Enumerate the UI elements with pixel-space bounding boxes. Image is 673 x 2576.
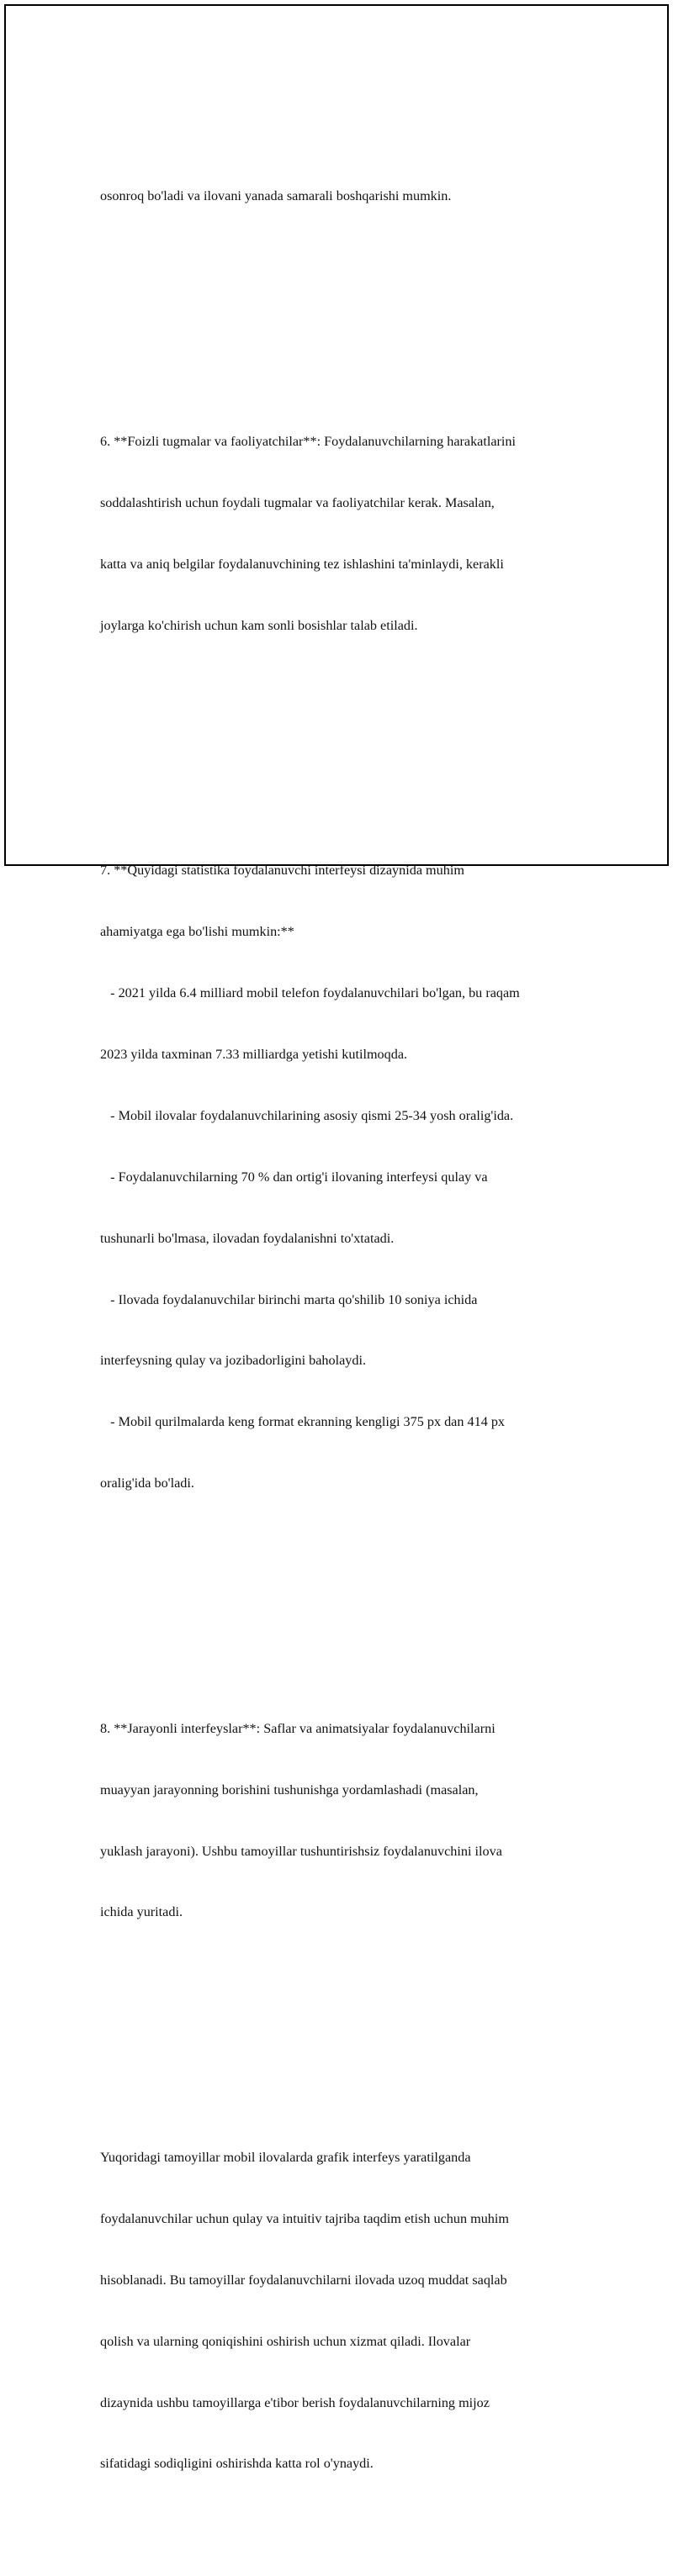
intro-paragraph [100, 145, 588, 247]
text-line: muayyan jarayonning borishini tushunishga yordamlashadi (masalan, [100, 1782, 479, 1797]
text-line: ichida yuritadi. [100, 1904, 183, 1920]
list-item: - Foydalanuvchilarning 70 % dan ortig'i ilovaning interfeysi qulay va [100, 1169, 488, 1185]
text-line: soddalashtirish uchun foydali tugmalar va faoliyatchilar kerak. Masalan, [100, 494, 495, 510]
paragraph-gap [100, 2024, 588, 2045]
text-line: hisoblanadi. Bu tamoyillar foydalanuvchilarni ilovada uzoq muddat saqlab [100, 2272, 507, 2288]
paragraph-gap [100, 309, 588, 329]
text-line: yuklash jarayoni). Ushbu tamoyillar tushuntirishsiz foydalanuvchini ilova [100, 1843, 502, 1859]
text-line: osonroq bo'ladi va ilovani yanada samarali boshqarishi mumkin. [100, 188, 452, 204]
text-line: 8. **Jarayonli interfeyslar**: Saflar va animatsiyalar foydalanuvchilarni [100, 1720, 495, 1736]
item-6-paragraph [100, 390, 588, 676]
text-line: foydalanuvchilar uchun qulay va intuitiv tajriba taqdim etish uchun muhim [100, 2210, 509, 2226]
paragraph-gap [100, 1596, 588, 1616]
text-line: tushunarli bo'lmasa, ilovadan foydalanishni to'xtatadi. [100, 1230, 395, 1246]
list-item: - Mobil ilovalar foydalanuvchilarining asosiy qismi 25-34 yosh oralig'ida. [100, 1107, 514, 1123]
text-line: dizaynida ushbu tamoyillarga e'tibor berish foydalanuvchilarning mijoz [100, 2394, 490, 2410]
conclusion-paragraph [100, 2106, 588, 2515]
text-line: katta va aniq belgilar foydalanuvchining tez ishlashini ta'minlaydi, kerakli [100, 556, 504, 572]
document-page [4, 4, 669, 2472]
text-line: ahamiyatga ega bo'lishi mumkin:** [100, 924, 294, 940]
text-line: joylarga ko'chirish uchun kam sonli bosishlar talab etiladi. [100, 617, 418, 633]
text-line: 7. **Quyidagi statistika foydalanuvchi interfeysi dizaynida muhim [100, 863, 464, 879]
item-8-paragraph [100, 1677, 588, 1963]
paragraph-gap [100, 738, 588, 758]
list-item: - Ilovada foydalanuvchilar birinchi marta qo'shilib 10 soniya ichida [100, 1291, 478, 1307]
text-line: Yuqoridagi tamoyillar mobil ilovalarda grafik interfeys yaratilganda [100, 2149, 471, 2165]
text-line: qolish va ularning qoniqishini oshirish uchun xizmat qiladi. Ilovalar [100, 2333, 471, 2349]
text-line: 2023 yilda taxminan 7.33 milliardga yetishi kutilmoqda. [100, 1046, 408, 1062]
document-body [100, 84, 588, 2576]
list-item: - 2021 yilda 6.4 milliard mobil telefon foydalanuvchilari bo'lgan, bu raqam [100, 985, 520, 1001]
text-line: sifatidagi sodiqligini oshirishda katta rol o'ynaydi. [100, 2456, 374, 2472]
list-item: - Mobil qurilmalarda keng format ekranning kengligi 375 px dan 414 px [100, 1414, 506, 1430]
item-7-paragraph [100, 820, 588, 1534]
text-line: interfeysning qulay va jozibadorligini baholaydi. [100, 1353, 367, 1369]
text-line: oralig'ida bo'ladi. [100, 1475, 194, 1491]
text-line: 6. **Foizli tugmalar va faoliyatchilar**: Foydalanuvchilarning harakatlarini [100, 434, 517, 450]
